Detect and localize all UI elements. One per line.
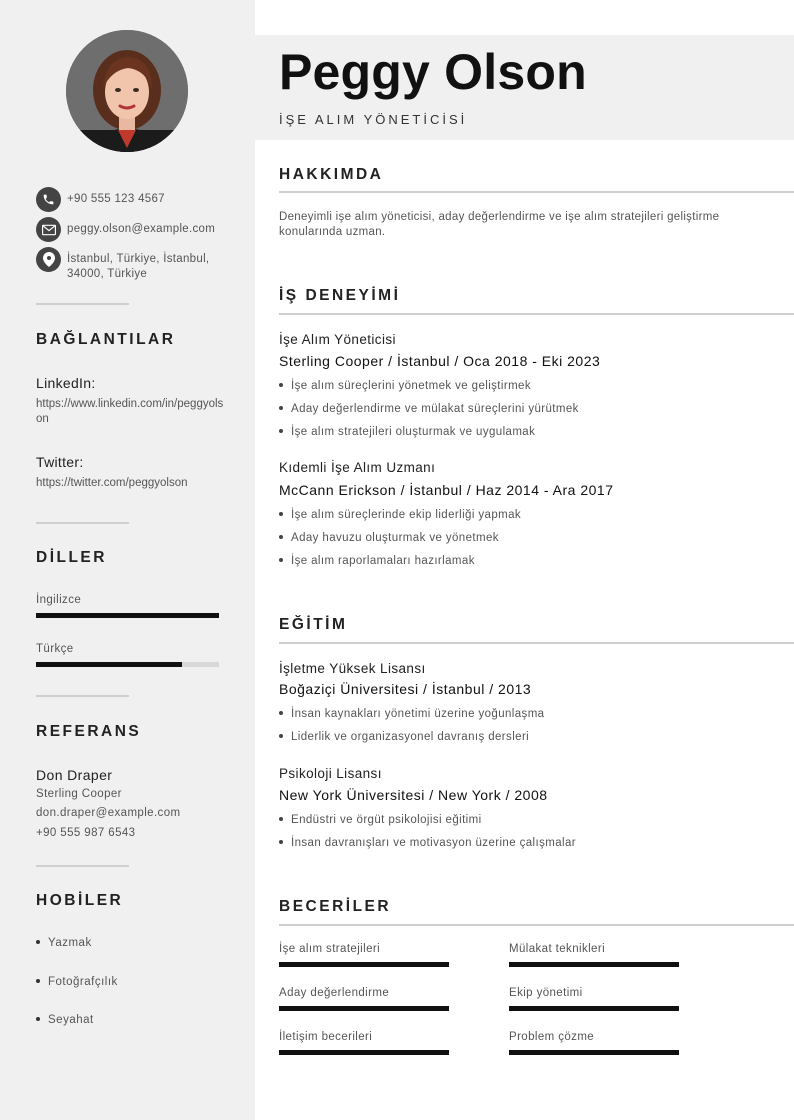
experience-bullet [279, 380, 531, 392]
experience-bullet [279, 532, 499, 544]
bullet-dot [279, 734, 283, 738]
sidebar-divider [36, 865, 129, 867]
experience-bullet [279, 509, 521, 521]
bullet-text: Endüstri ve örgüt psikolojisi eğitimi [291, 814, 482, 826]
hobby-label: Yazmak [48, 937, 92, 949]
hobby-item [36, 976, 118, 988]
experience-detail: Sterling Cooper / İstanbul / Oca 2018 - Eki 2023 [279, 353, 601, 369]
education-detail: Boğaziçi Üniversitesi / İstanbul / 2013 [279, 681, 532, 697]
bullet-text: İşe alım süreçlerinde ekip liderliği yapmak [291, 509, 522, 521]
section-rule [279, 191, 794, 193]
bullet-dot [36, 940, 40, 944]
bullet-dot [36, 979, 40, 983]
experience-bullet [279, 403, 579, 415]
sidebar [0, 0, 255, 1120]
experience-bullet [279, 426, 535, 438]
about-heading: HAKKIMDA [279, 166, 384, 183]
bullet-text: İşe alım raporlamaları hazırlamak [291, 555, 475, 567]
reference-heading: REFERANS [36, 723, 142, 740]
hobbies-heading: HOBİLER [36, 892, 124, 909]
bullet-dot [279, 558, 283, 562]
hobby-item [36, 1014, 94, 1026]
header-band [255, 35, 794, 140]
sidebar-divider [36, 303, 129, 305]
education-bullet [279, 814, 482, 826]
main-content [255, 0, 794, 1120]
person-name: Peggy Olson [279, 44, 587, 100]
email-text: peggy.olson@example.com [67, 223, 216, 235]
avatar [66, 30, 188, 152]
experience-role: İşe Alım Yöneticisi [279, 332, 396, 347]
twitter-label: Twitter: [36, 454, 84, 470]
language-level-bar [36, 662, 219, 667]
section-rule [279, 924, 794, 926]
hobby-label: Fotoğrafçılık [48, 976, 118, 988]
skill-level-bar [279, 962, 449, 967]
language-level-fill [36, 613, 219, 618]
bullet-dot [36, 1017, 40, 1021]
education-bullet [279, 837, 576, 849]
location-pin-icon [36, 247, 61, 272]
language-name: İngilizce [36, 594, 82, 606]
skill-name: İletişim becerileri [279, 1031, 373, 1043]
education-bullet [279, 708, 544, 720]
phone-icon [36, 187, 61, 212]
education-degree: İşletme Yüksek Lisansı [279, 661, 426, 676]
experience-bullet [279, 555, 475, 567]
bullet-dot [279, 535, 283, 539]
mail-icon [36, 217, 61, 242]
hobby-label: Seyahat [48, 1014, 94, 1026]
bullet-text: İşe alım stratejileri oluşturmak ve uygulamak [291, 426, 536, 438]
skill-level-bar [509, 1006, 679, 1011]
contact-phone [36, 187, 236, 212]
skill-name: Mülakat teknikleri [509, 943, 606, 955]
reference-company: Sterling Cooper [36, 788, 122, 800]
bullet-dot [279, 817, 283, 821]
address-text: İstanbul, Türkiye, İstanbul, 34000, Türkiye [67, 253, 210, 280]
job-title: İŞE ALIM YÖNETİCİSİ [279, 112, 468, 127]
skill-level-bar [509, 1050, 679, 1055]
languages-heading: DİLLER [36, 549, 107, 566]
language-name: Türkçe [36, 643, 74, 655]
bullet-dot [279, 406, 283, 410]
bullet-text: Liderlik ve organizasyonel davranış dersleri [291, 731, 530, 743]
experience-detail: McCann Erickson / İstanbul / Haz 2014 - Ara 2017 [279, 482, 614, 498]
bullet-dot [279, 383, 283, 387]
section-rule [279, 313, 794, 315]
linkedin-label: LinkedIn: [36, 375, 96, 391]
sidebar-divider [36, 522, 129, 524]
contact-email [36, 217, 236, 242]
sidebar-divider [36, 695, 129, 697]
bullet-dot [279, 429, 283, 433]
links-heading: BAĞLANTILAR [36, 331, 176, 348]
skill-name: Ekip yönetimi [509, 987, 583, 999]
skill-name: Problem çözme [509, 1031, 595, 1043]
skill-level-bar [509, 962, 679, 967]
bullet-text: Aday değerlendirme ve mülakat süreçlerini yürütmek [291, 403, 579, 415]
education-detail: New York Üniversitesi / New York / 2008 [279, 787, 548, 803]
skill-name: Aday değerlendirme [279, 987, 390, 999]
language-level-bar [36, 613, 219, 618]
skills-heading: BECERİLER [279, 898, 392, 915]
contact-address [36, 247, 236, 282]
education-heading: EĞİTİM [279, 616, 348, 633]
education-degree: Psikoloji Lisansı [279, 766, 382, 781]
section-rule [279, 642, 794, 644]
reference-name: Don Draper [36, 767, 113, 783]
skill-level-bar [279, 1006, 449, 1011]
bullet-text: İşe alım süreçlerini yönetmek ve geliştirmek [291, 380, 532, 392]
reference-phone: +90 555 987 6543 [36, 827, 136, 839]
bullet-text: İnsan davranışları ve motivasyon üzerine çalışmalar [291, 837, 577, 849]
linkedin-link[interactable]: https://www.linkedin.com/in/peggyolson [36, 398, 224, 425]
bullet-text: Aday havuzu oluşturmak ve yönetmek [291, 532, 499, 544]
bullet-dot [279, 711, 283, 715]
reference-email: don.draper@example.com [36, 807, 181, 819]
skill-level-bar [279, 1050, 449, 1055]
about-text: Deneyimli işe alım yöneticisi, aday değerlendirme ve işe alım stratejileri geliştirme konularında uzman. [279, 211, 720, 238]
bullet-dot [279, 512, 283, 516]
twitter-link[interactable]: https://twitter.com/peggyolson [36, 477, 188, 489]
hobby-item [36, 937, 92, 949]
experience-role: Kıdemli İşe Alım Uzmanı [279, 460, 436, 475]
bullet-text: İnsan kaynakları yönetimi üzerine yoğunlaşma [291, 708, 545, 720]
bullet-dot [279, 840, 283, 844]
experience-heading: İŞ DENEYİMİ [279, 287, 401, 304]
phone-text: +90 555 123 4567 [67, 193, 165, 205]
skill-name: İşe alım stratejileri [279, 943, 381, 955]
language-level-fill [36, 662, 182, 667]
education-bullet [279, 731, 529, 743]
